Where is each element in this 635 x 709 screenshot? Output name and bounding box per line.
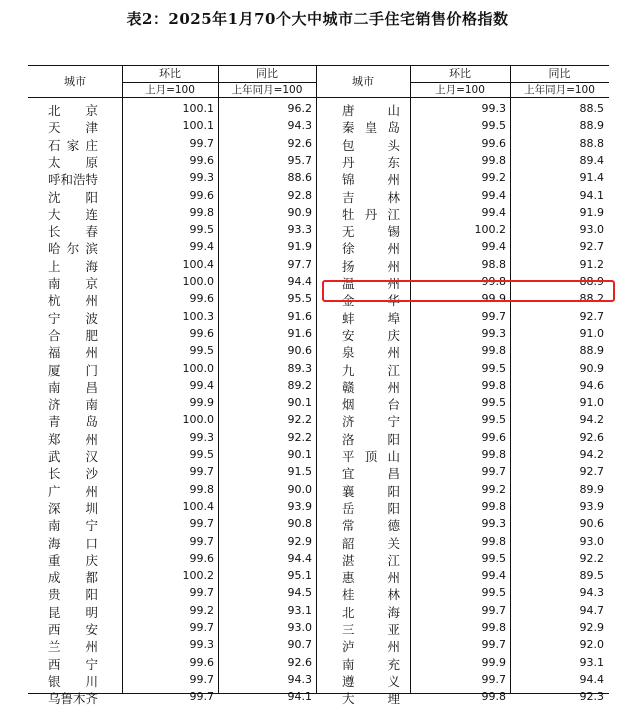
mom-index: 99.4 — [481, 205, 506, 219]
mom-index: 99.9 — [481, 655, 506, 669]
mom-index: 99.8 — [189, 482, 214, 496]
yoy-index: 94.3 — [287, 119, 312, 133]
city-name: 昆明 — [48, 604, 98, 620]
city-name: 西宁 — [48, 656, 98, 672]
yoy-index: 93.9 — [579, 499, 604, 513]
column-divider — [510, 66, 511, 693]
city-name: 济南 — [48, 397, 98, 413]
mom-index: 99.6 — [189, 153, 214, 167]
mom-index: 99.5 — [481, 413, 506, 427]
mom-index: 99.7 — [189, 586, 214, 600]
yoy-index: 91.5 — [287, 465, 312, 479]
yoy-index: 88.8 — [579, 136, 604, 150]
yoy-index: 93.0 — [579, 223, 604, 237]
mom-index: 100.1 — [182, 119, 214, 133]
yoy-index: 89.2 — [287, 378, 312, 392]
yoy-index: 93.3 — [287, 223, 312, 237]
city-name: 大理 — [342, 691, 400, 707]
yoy-index: 90.9 — [287, 205, 312, 219]
mom-index: 99.7 — [189, 136, 214, 150]
mom-index: 99.3 — [481, 326, 506, 340]
city-name: 洛阳 — [342, 431, 400, 447]
city-name: 湛江 — [342, 552, 400, 568]
yoy-index: 92.6 — [579, 430, 604, 444]
city-name: 福州 — [48, 345, 98, 361]
mom-index: 99.8 — [481, 275, 506, 288]
city-name: 上海 — [48, 258, 98, 274]
yoy-index: 94.3 — [287, 672, 312, 686]
yoy-index: 93.1 — [579, 655, 604, 669]
yoy-index: 92.9 — [287, 534, 312, 548]
yoy-index: 88.6 — [287, 171, 312, 185]
yoy-index: 93.1 — [287, 603, 312, 617]
yoy-index: 92.2 — [287, 430, 312, 444]
city-name: 南京 — [48, 276, 98, 291]
yoy-index: 90.7 — [287, 638, 312, 652]
mom-index: 99.3 — [189, 638, 214, 652]
header-city-right: 城市 — [352, 75, 374, 88]
city-name: 乌鲁木齐 — [48, 691, 99, 707]
city-name: 吉林 — [342, 189, 400, 205]
yoy-index: 92.8 — [287, 188, 312, 202]
mom-index: 99.5 — [481, 361, 506, 375]
mom-index: 99.6 — [189, 655, 214, 669]
mom-index: 99.3 — [189, 430, 214, 444]
mom-index: 99.8 — [481, 621, 506, 634]
mom-index: 99.9 — [481, 292, 506, 306]
mom-index: 99.8 — [481, 690, 506, 704]
yoy-index: 91.0 — [579, 326, 604, 340]
yoy-index: 92.7 — [579, 240, 604, 254]
city-name: 烟台 — [342, 397, 400, 413]
yoy-index: 95.7 — [287, 153, 312, 167]
yoy-index: 94.1 — [579, 188, 604, 202]
mom-index: 99.2 — [481, 171, 506, 185]
city-name: 金华 — [342, 293, 400, 309]
yoy-index: 89.4 — [579, 153, 604, 167]
yoy-index: 88.2 — [579, 292, 604, 306]
yoy-index: 91.9 — [287, 240, 312, 254]
mom-index: 99.6 — [481, 136, 506, 150]
mom-index: 99.5 — [189, 223, 214, 237]
city-name: 武汉 — [48, 449, 98, 464]
city-name: 厦门 — [48, 362, 98, 378]
mom-index: 99.8 — [481, 499, 506, 513]
yoy-index: 90.9 — [579, 361, 604, 375]
city-name: 无锡 — [342, 224, 400, 240]
header-mom-left: 环比 — [159, 67, 181, 80]
mom-index: 99.9 — [189, 396, 214, 410]
yoy-index: 91.2 — [579, 257, 604, 271]
city-name: 成都 — [48, 570, 98, 586]
column-divider — [218, 66, 219, 693]
yoy-index: 94.3 — [579, 586, 604, 600]
yoy-index: 94.4 — [287, 551, 312, 565]
table-title: 表2：2025年1月70个大中城市二手住宅销售价格指数 — [126, 10, 509, 28]
city-name: 岳阳 — [342, 500, 400, 516]
yoy-index: 88.9 — [579, 275, 604, 288]
yoy-index: 91.9 — [579, 205, 604, 219]
mom-index: 99.7 — [481, 638, 506, 652]
mom-index: 99.7 — [189, 672, 214, 686]
mom-index: 99.5 — [481, 586, 506, 600]
mom-index: 100.2 — [474, 223, 506, 237]
header-mom-base-right: 上月=100 — [410, 82, 510, 98]
city-name: 唐山 — [342, 103, 400, 118]
mom-index: 99.7 — [481, 465, 506, 479]
city-name: 温州 — [342, 276, 400, 291]
city-name: 南宁 — [48, 518, 98, 534]
mom-index: 99.4 — [481, 188, 506, 202]
mom-index: 99.5 — [189, 448, 214, 461]
yoy-index: 94.4 — [579, 672, 604, 686]
yoy-index: 95.5 — [287, 292, 312, 306]
header-yoy-right: 同比 — [548, 67, 571, 80]
yoy-index: 94.4 — [287, 275, 312, 288]
column-divider — [410, 66, 411, 693]
mom-index: 99.7 — [189, 621, 214, 634]
city-name: 桂林 — [342, 587, 400, 603]
city-name: 重庆 — [48, 552, 98, 568]
mom-index: 99.7 — [189, 690, 214, 704]
yoy-index: 93.9 — [287, 499, 312, 513]
yoy-index: 92.6 — [287, 655, 312, 669]
mom-index: 99.7 — [189, 534, 214, 548]
mom-index: 100.1 — [182, 102, 214, 115]
mom-index: 99.6 — [189, 551, 214, 565]
yoy-index: 95.1 — [287, 569, 312, 583]
header-mom-base-left: 上月=100 — [122, 82, 218, 98]
mom-index: 99.2 — [189, 603, 214, 617]
highlight-box — [322, 280, 615, 302]
city-name: 遵义 — [342, 673, 400, 689]
yoy-index: 89.9 — [579, 482, 604, 496]
mom-index: 100.2 — [182, 569, 214, 583]
mom-index: 99.4 — [481, 240, 506, 254]
city-name: 合肥 — [48, 327, 98, 343]
mom-index: 99.7 — [481, 603, 506, 617]
column-divider — [122, 66, 123, 693]
yoy-index: 88.9 — [579, 344, 604, 358]
city-name: 韶关 — [342, 535, 400, 551]
mom-index: 99.4 — [189, 378, 214, 392]
city-name: 泸州 — [342, 639, 400, 655]
mom-index: 99.8 — [481, 153, 506, 167]
city-name: 深圳 — [48, 500, 98, 516]
city-name: 北京 — [48, 103, 98, 118]
mom-index: 100.3 — [182, 309, 214, 323]
city-name: 北海 — [342, 604, 400, 620]
header-city-left: 城市 — [64, 75, 86, 88]
header-yoy-left: 同比 — [256, 67, 278, 80]
mom-index: 99.5 — [481, 119, 506, 133]
yoy-index: 90.8 — [287, 517, 312, 531]
yoy-index: 88.5 — [579, 102, 604, 115]
mom-index: 100.0 — [182, 275, 214, 288]
city-name: 惠州 — [342, 570, 400, 586]
city-name: 海口 — [48, 535, 98, 551]
yoy-index: 90.1 — [287, 448, 312, 461]
yoy-index: 92.3 — [579, 690, 604, 704]
mom-index: 99.6 — [189, 188, 214, 202]
mom-index: 99.8 — [481, 344, 506, 358]
yoy-index: 90.6 — [579, 517, 604, 531]
yoy-index: 88.9 — [579, 119, 604, 133]
mom-index: 100.4 — [182, 499, 214, 513]
yoy-index: 90.1 — [287, 396, 312, 410]
city-name: 沈阳 — [48, 189, 98, 205]
city-name: 西安 — [48, 622, 98, 637]
yoy-index: 89.5 — [579, 569, 604, 583]
city-name: 徐州 — [342, 241, 400, 257]
mom-index: 100.0 — [182, 413, 214, 427]
city-name: 哈尔滨 — [48, 241, 98, 257]
city-name: 泉州 — [342, 345, 400, 361]
yoy-index: 92.9 — [579, 621, 604, 634]
yoy-index: 94.2 — [579, 413, 604, 427]
yoy-index: 92.7 — [579, 309, 604, 323]
yoy-index: 94.7 — [579, 603, 604, 617]
yoy-index: 96.2 — [287, 102, 312, 115]
city-name: 牡丹江 — [342, 206, 400, 222]
yoy-index: 91.6 — [287, 326, 312, 340]
city-name: 三亚 — [342, 622, 400, 637]
yoy-index: 92.7 — [579, 465, 604, 479]
mom-index: 99.6 — [481, 430, 506, 444]
yoy-index: 91.6 — [287, 309, 312, 323]
city-name: 安庆 — [342, 327, 400, 343]
city-name: 平顶山 — [342, 449, 400, 464]
yoy-index: 89.3 — [287, 361, 312, 375]
mom-index: 99.4 — [189, 240, 214, 254]
city-name: 大连 — [48, 206, 98, 222]
mom-index: 99.8 — [481, 378, 506, 392]
mom-index: 100.0 — [182, 361, 214, 375]
city-name: 襄阳 — [342, 483, 400, 499]
city-name: 秦皇岛 — [342, 120, 400, 136]
yoy-index: 94.1 — [287, 690, 312, 704]
yoy-index: 94.5 — [287, 586, 312, 600]
mom-index: 99.3 — [189, 171, 214, 185]
city-name: 广州 — [48, 483, 98, 499]
mom-index: 99.5 — [481, 551, 506, 565]
price-index-table — [28, 65, 609, 707]
mom-index: 99.8 — [481, 534, 506, 548]
city-name: 石家庄 — [48, 137, 98, 153]
city-name: 宜昌 — [342, 466, 400, 482]
city-name: 呼和浩特 — [48, 172, 99, 188]
yoy-index: 97.7 — [287, 257, 312, 271]
mom-index: 100.4 — [182, 257, 214, 271]
mom-index: 99.8 — [481, 448, 506, 461]
yoy-index: 93.0 — [579, 534, 604, 548]
city-name: 九江 — [342, 362, 400, 378]
city-name: 扬州 — [342, 258, 400, 274]
city-name: 南昌 — [48, 379, 98, 395]
mom-index: 99.6 — [189, 326, 214, 340]
city-name: 常德 — [342, 518, 400, 534]
column-divider — [316, 66, 317, 693]
city-name: 兰州 — [48, 639, 98, 655]
city-name: 赣州 — [342, 379, 400, 395]
yoy-index: 90.0 — [287, 482, 312, 496]
city-name: 太原 — [48, 154, 98, 170]
city-name: 贵阳 — [48, 587, 98, 603]
yoy-index: 91.0 — [579, 396, 604, 410]
city-name: 郑州 — [48, 431, 98, 447]
mom-index: 99.3 — [481, 517, 506, 531]
city-name: 济宁 — [342, 414, 400, 430]
mom-index: 99.5 — [481, 396, 506, 410]
header-yoy-base-left: 上年同月=100 — [218, 82, 316, 98]
mom-index: 99.3 — [481, 102, 506, 115]
mom-index: 99.8 — [189, 205, 214, 219]
yoy-index: 94.2 — [579, 448, 604, 461]
yoy-index: 92.6 — [287, 136, 312, 150]
mom-index: 99.7 — [189, 465, 214, 479]
yoy-index: 91.4 — [579, 171, 604, 185]
mom-index: 99.2 — [481, 482, 506, 496]
city-name: 南充 — [342, 656, 400, 672]
mom-index: 99.7 — [189, 517, 214, 531]
yoy-index: 92.0 — [579, 638, 604, 652]
city-name: 包头 — [342, 137, 400, 153]
header-mom-right: 环比 — [449, 67, 471, 80]
yoy-index: 93.0 — [287, 621, 312, 634]
yoy-index: 92.2 — [579, 551, 604, 565]
mom-index: 99.5 — [189, 344, 214, 358]
city-name: 杭州 — [48, 293, 98, 309]
mom-index: 99.4 — [481, 569, 506, 583]
city-name: 宁波 — [48, 310, 98, 326]
city-name: 长春 — [48, 224, 98, 240]
header-yoy-base-right: 上年同月=100 — [510, 82, 609, 98]
yoy-index: 92.2 — [287, 413, 312, 427]
yoy-index: 90.6 — [287, 344, 312, 358]
city-name: 丹东 — [342, 154, 400, 170]
mom-index: 99.7 — [481, 672, 506, 686]
yoy-index: 94.6 — [579, 378, 604, 392]
mom-index: 99.6 — [189, 292, 214, 306]
mom-index: 99.7 — [481, 309, 506, 323]
city-name: 银川 — [48, 673, 98, 689]
city-name: 锦州 — [342, 172, 400, 188]
city-name: 青岛 — [48, 414, 98, 430]
mom-index: 98.8 — [481, 257, 506, 271]
city-name: 长沙 — [48, 466, 98, 482]
city-name: 蚌埠 — [342, 310, 400, 326]
city-name: 天津 — [48, 120, 98, 136]
